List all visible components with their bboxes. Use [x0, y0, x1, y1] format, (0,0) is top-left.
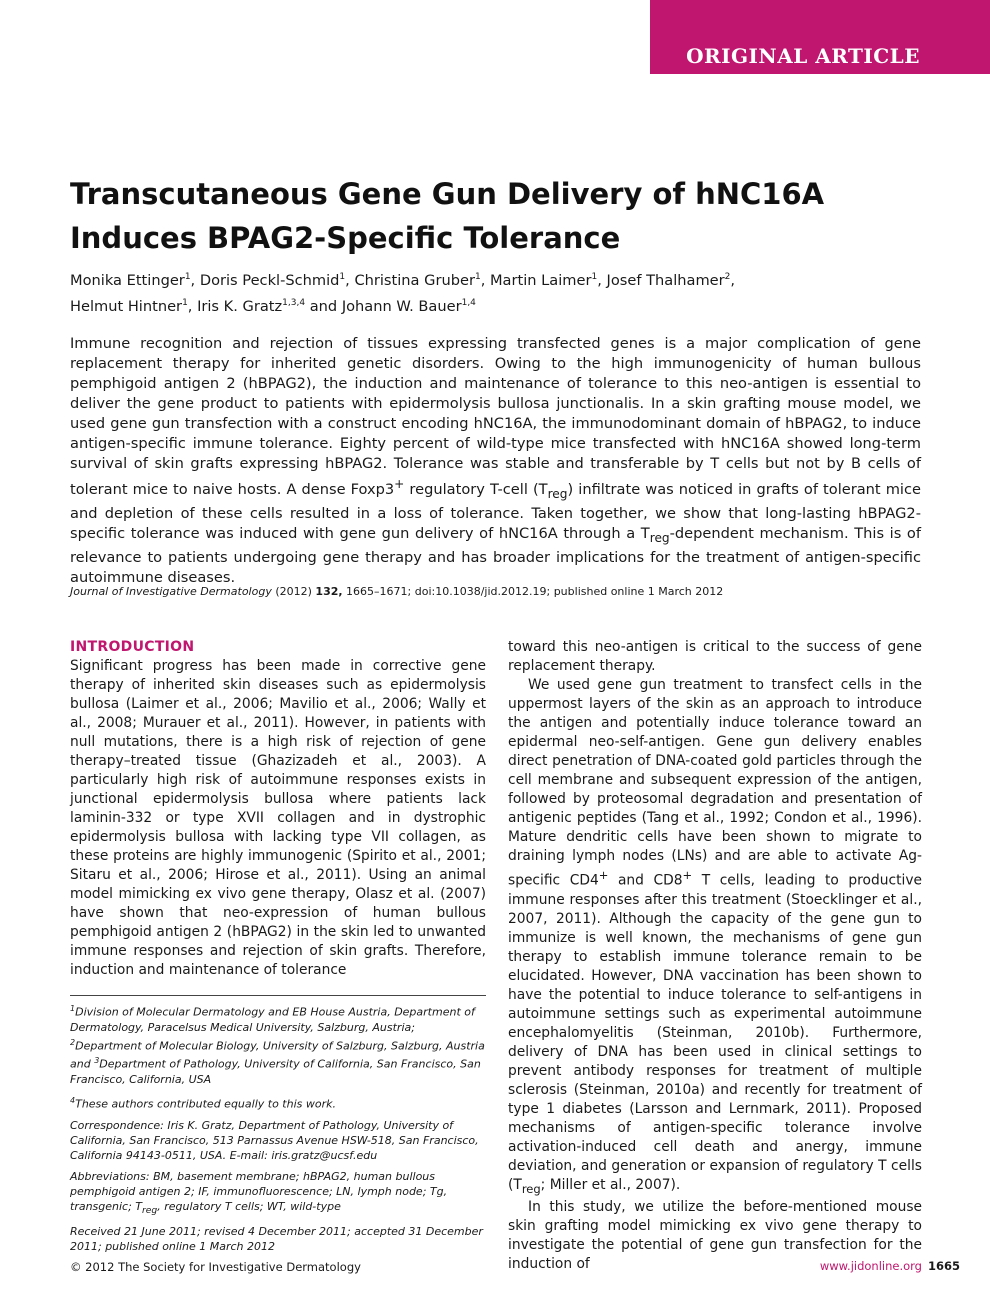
affiliation-1: Division of Molecular Dermatology and EB House Austria, Department of Dermatology, Paracelsus Medical University, Salzburg, Austria;: [70, 1005, 475, 1034]
author-separator: ,: [187, 297, 198, 315]
author-name: Helmut Hintner: [70, 297, 183, 315]
abbrev-sub: reg: [142, 1204, 158, 1216]
abstract-text-1: Immune recognition and rejection of tissues expressing transfected genes is a major complication of gene replacement therapy for inherited genetic disorders. Owing to the high immunogenicity of human bullous pemphigoid antigen 2 (hBPAG2), the induction and maintenance of tolerance to this neo-antigen is essential to deliver the gene product to patients with epidermolysis bullosa junctionalis. In a skin grafting mouse model, we used gene gun transfection with a construct encoding hNC16A, the immunodominant domain of hBPAG2, to induce antigen-specific immune tolerance. Eighty percent of wild-type mice transfected with hNC16A showed long-term survival of skin grafts expressing hBPAG2. Tolerance was stable and transferable by T cells but not by B cells of tolerant mice to naive hosts. A dense Foxp3: [70, 335, 921, 498]
p2-sup-1: +: [598, 868, 609, 882]
author-list: [70, 266, 930, 318]
author-name: Josef Thalhamer: [606, 271, 725, 289]
title-line-2: Induces BPAG2-Specific Tolerance: [70, 221, 621, 255]
affiliation-4: These authors contributed equally to this work.: [75, 1097, 336, 1111]
article-title: [70, 172, 920, 260]
author-affiliation-sup: 1: [339, 272, 346, 282]
author-affiliation-sup: 1,3,4: [282, 297, 306, 308]
introduction-heading: INTRODUCTION: [70, 639, 195, 655]
citation-year: (2012): [271, 585, 316, 598]
title-line-1: Transcutaneous Gene Gun Delivery of hNC16A: [70, 177, 825, 211]
citation-line: [70, 584, 930, 600]
abstract-sub-1: reg: [547, 486, 568, 501]
p2-sub: reg: [521, 1181, 541, 1196]
author-name: Iris K. Gratz: [197, 297, 283, 315]
p2-sup-2: +: [682, 868, 693, 882]
abstract-sup: +: [394, 477, 405, 491]
footer-right: [820, 1259, 960, 1273]
author-name: Christina Gruber: [354, 271, 475, 289]
author-name: Monika Ettinger: [70, 271, 185, 289]
abstract: [70, 334, 921, 588]
abbreviations: [70, 1169, 490, 1218]
affiliations: [70, 1001, 490, 1087]
p2-text-c: T cells, leading to productive immune responses after this treatment (Stoecklinger et al., 2007, 2011). Although the capacity of the gene gun to immunize is well known, the mechanisms of gene gun therapy to establish immune tolerance remain to be elucidated. However, DNA vaccination has been shown to have the potential to induce tolerance to self-antigens in autoimmune settings such as experimental autoimmune encephalomyelitis (Steinman, 2010b). Furthermore, delivery of DNA has been used in clinical settings to prevent antibody responses for treatment of multiple sclerosis (Steinman, 2010a) and recently for treatment of type 1 diabetes (Larsson and Lernmark, 2011). Proposed mechanisms of antigen-specific tolerance involve activation-induced cell death and anergy, immune deviation, and generation or expansion of regulatory T cells (T: [508, 872, 922, 1193]
aff4-sup: 4: [70, 1095, 76, 1105]
right-column: [508, 638, 922, 1274]
author-affiliation-sup: 1: [591, 272, 598, 282]
citation-details: 1665–1671; doi:10.1038/jid.2012.19; published online 1 March 2012: [342, 585, 724, 598]
journal-url-link[interactable]: www.jidonline.org: [819, 1259, 922, 1273]
right-paragraph-3: In this study, we utilize the before-mentioned mouse skin grafting model mimicking ex vivo gene therapy to investigate the potential of gene gun transfection for the induction of: [508, 1199, 922, 1273]
author-affiliation-sup: 1: [474, 272, 481, 282]
aff1-sup: 1: [70, 1004, 76, 1013]
author-affiliation-sup: 1,4: [461, 297, 476, 308]
left-column: [70, 638, 486, 980]
equal-contribution-note: [70, 1093, 490, 1112]
abstract-text-4: -dependent mechanism. This is of relevance to patients undergoing gene therapy and has broader implications for the treatment of antigen-specific autoimmune diseases.: [70, 524, 921, 586]
right-paragraph-1: toward this neo-antigen is critical to the success of gene replacement therapy.: [508, 639, 922, 674]
aff3-sup: 3: [94, 1056, 100, 1066]
p2-text-d: ; Miller et al., 2007).: [540, 1176, 681, 1193]
p2-text-a: We used gene gun treatment to transfect cells in the uppermost layers of the skin as an approach to introduce the antigen and potentially induce tolerance toward an epidermal neo-self-antigen. Gene gun delivery enables direct penetration of DNA-coated gold particles through the cell membrane and subsequent expression of the antigen, followed by proteosomal degradation and presentation of antigenic peptides (Tang et al., 1992; Condon et al., 1996). Mature dendritic cells have been shown to migrate to draining lymph nodes (LNs) and are able to activate Ag-specific CD4: [508, 677, 922, 889]
footnote-divider: [70, 995, 486, 996]
author-separator: ,: [480, 271, 490, 289]
p2-text-b: and CD8: [608, 872, 683, 889]
author-name: Martin Laimer: [489, 271, 592, 289]
abstract-text-3: ) infiltrate was noticed in grafts of tolerant mice and depletion of these cells resulted in a loss of tolerance. Taken together, we show that long-lasting hBPAG2-specific tolerance was induced with gene gun delivery of hNC16A through a T: [70, 480, 921, 542]
received-dates: Received 21 June 2011; revised 4 December 2011; accepted 31 December 2011; published online 1 March 2012: [70, 1224, 483, 1253]
author-affiliation-sup: 2: [724, 272, 731, 282]
author-separator: ,: [597, 271, 607, 289]
article-type-label: ORIGINAL ARTICLE: [686, 44, 920, 68]
copyright: © 2012 The Society for Investigative Dermatology: [70, 1260, 361, 1274]
affiliation-2: Department of Molecular Biology, University of Salzburg, Salzburg, Austria and: [70, 1039, 485, 1071]
right-paragraph-2: [508, 676, 922, 1198]
intro-paragraph: Significant progress has been made in corrective gene therapy of inherited skin diseases such as epidermolysis bullosa (Laimer et al., 2006; Mavilio et al., 2006; Wally et al., 2008; Murauer et al., 2011). However, in patients with null mutations, there is a high risk of rejection of gene therapy–treated tissue (Ghazizadeh et al., 2003). A particularly high risk of autoimmune responses exists in junctional epidermolysis bullosa where patients lack laminin-332 or type XVII collagen and in dystrophic epidermolysis bullosa with lacking type VII collagen, as these proteins are highly immunogenic (Spirito et al., 2001; Sitaru et al., 2006; Hirose et al., 2011). Using an animal model mimicking ex vivo gene therapy, Olasz et al. (2007) have shown that neo-expression of human bullous pemphigoid antigen 2 (hBPAG2) in the skin led to unwanted immune responses and rejection of skin grafts. Therefore, induction and maintenance of tolerance: [70, 658, 486, 978]
author-name: Doris Peckl-Schmid: [199, 271, 340, 289]
article-type-banner: [650, 0, 990, 74]
citation-journal: Journal of Investigative Dermatology: [70, 585, 272, 598]
abstract-sub-2: reg: [649, 530, 670, 545]
abstract-text-2: regulatory T-cell (T: [404, 480, 548, 498]
page-number: 1665: [927, 1259, 960, 1273]
author-affiliation-sup: 1: [182, 297, 188, 308]
correspondence: Correspondence: Iris K. Gratz, Department of Pathology, University of California, San Francisco, 513 Parnassus Avenue HSW-518, San Francisco, California 94143-0511, USA. E-mail: iris.gratz@ucsf.edu: [70, 1118, 479, 1162]
author-separator: ,: [190, 271, 200, 289]
abbrev-text-a: Abbreviations: BM, basement membrane; hBPAG2, human bullous pemphigoid antigen 2; IF, immunofluorescence; LN, lymph node; Tg, transgenic; T: [70, 1169, 448, 1213]
author-separator: ,: [730, 271, 736, 289]
affiliation-3: Department of Pathology, University of California, San Francisco, San Francisco, California, USA: [70, 1057, 481, 1086]
author-separator: and: [305, 297, 342, 315]
footnotes: [70, 1001, 490, 1260]
author-separator: ,: [345, 271, 355, 289]
citation-volume: 132,: [315, 585, 343, 598]
author-affiliation-sup: 1: [184, 272, 191, 282]
abbrev-text-b: , regulatory T cells; WT, wild-type: [157, 1199, 341, 1213]
author-name: Johann W. Bauer: [341, 297, 462, 315]
aff2-sup: 2: [70, 1037, 76, 1047]
